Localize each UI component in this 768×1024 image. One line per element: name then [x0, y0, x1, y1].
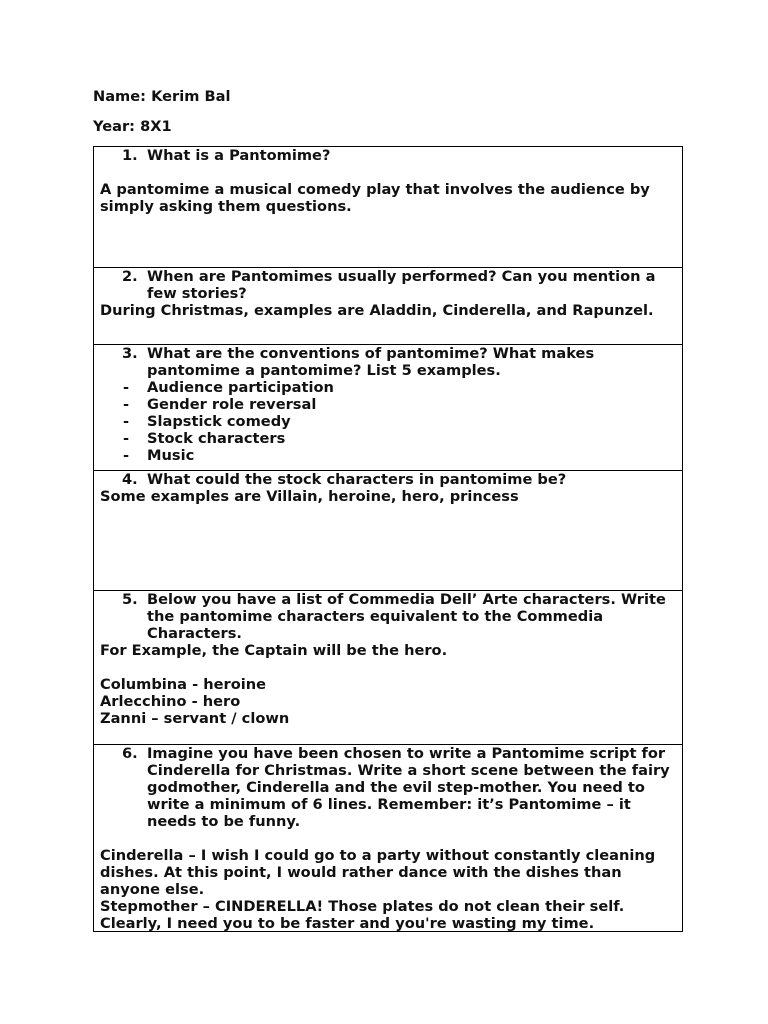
- list-item-text: Slapstick comedy: [147, 413, 291, 430]
- list-item: [100, 396, 676, 413]
- script-line-cinderella: Cinderella – I wish I could go to a party without constantly cleaning dishes. At this point, I would rather dance with the dishes than anyone else.: [100, 847, 656, 898]
- question-2-prompt: [100, 268, 676, 302]
- question-5-example: For Example, the Captain will be the hero.: [100, 642, 448, 659]
- question-4-answer: Some examples are Villain, heroine, hero, princess: [100, 488, 519, 505]
- list-item-text: Stock characters: [147, 430, 286, 447]
- dash-marker: -: [123, 413, 130, 430]
- question-3-text: What are the conventions of pantomime? What makes pantomime a pantomime? List 5 examples.: [147, 345, 595, 379]
- question-1-prompt: [100, 147, 676, 164]
- question-6-prompt: [100, 745, 676, 830]
- student-year-line: [93, 118, 172, 135]
- conventions-list: [100, 379, 676, 464]
- question-2-text: When are Pantomimes usually performed? Can you mention a few stories?: [147, 268, 656, 302]
- question-cell-2: [94, 267, 682, 344]
- question-5-text: Below you have a list of Commedia Dell’ Arte characters. Write the pantomime characters equivalent to the Commedia Characters.: [147, 591, 666, 642]
- question-4-text: What could the stock characters in pantomime be?: [147, 471, 567, 488]
- dash-marker: -: [123, 430, 130, 447]
- question-cell-3: [94, 344, 682, 470]
- question-cell-5: [94, 590, 682, 744]
- dash-marker: -: [123, 379, 130, 396]
- question-1-answer: A pantomime a musical comedy play that involves the audience by simply asking them questions.: [100, 181, 650, 215]
- question-1-number: 1.: [122, 147, 138, 164]
- dash-marker: -: [123, 396, 130, 413]
- student-name-line: [93, 88, 231, 105]
- worksheet-table: [93, 146, 683, 932]
- question-5-prompt: [100, 591, 676, 642]
- question-2-answer: During Christmas, examples are Aladdin, Cinderella, and Rapunzel.: [100, 302, 654, 319]
- question-1-text: What is a Pantomime?: [147, 147, 331, 164]
- question-cell-1: [94, 147, 682, 267]
- question-4-number: 4.: [122, 471, 138, 488]
- character-line: Columbina - heroine: [100, 676, 267, 693]
- question-4-prompt: [100, 471, 676, 488]
- character-line: Zanni – servant / clown: [100, 710, 290, 727]
- name-value: Kerim Bal: [151, 88, 231, 105]
- question-2-number: 2.: [122, 268, 138, 285]
- list-item-text: Audience participation: [147, 379, 334, 396]
- question-5-number: 5.: [122, 591, 138, 608]
- question-6-text: Imagine you have been chosen to write a Pantomime script for Cinderella for Christmas. Write a short scene between the fairy godmother, Cinderella and the evil step-mother. You need to write a minimum of 6 lines. Remember: it’s Pantomime – it needs to be funny.: [147, 745, 670, 830]
- list-item: [100, 413, 676, 430]
- question-6-number: 6.: [122, 745, 138, 762]
- list-item-text: Gender role reversal: [147, 396, 317, 413]
- year-value: 8X1: [140, 118, 172, 135]
- year-label: Year:: [93, 118, 136, 135]
- list-item: [100, 379, 676, 396]
- list-item: [100, 430, 676, 447]
- question-3-prompt: [100, 345, 676, 379]
- question-cell-6: [94, 744, 682, 931]
- script-line-stepmother: Stepmother – CINDERELLA! Those plates do not clean their self. Clearly, I need you to be faster and you're wasting my time.: [100, 898, 625, 931]
- name-label: Name:: [93, 88, 147, 105]
- dash-marker: -: [123, 447, 130, 464]
- list-item-text: Music: [147, 447, 195, 464]
- character-line: Arlecchino - hero: [100, 693, 241, 710]
- question-cell-4: [94, 470, 682, 590]
- list-item: [100, 447, 676, 464]
- question-3-number: 3.: [122, 345, 138, 362]
